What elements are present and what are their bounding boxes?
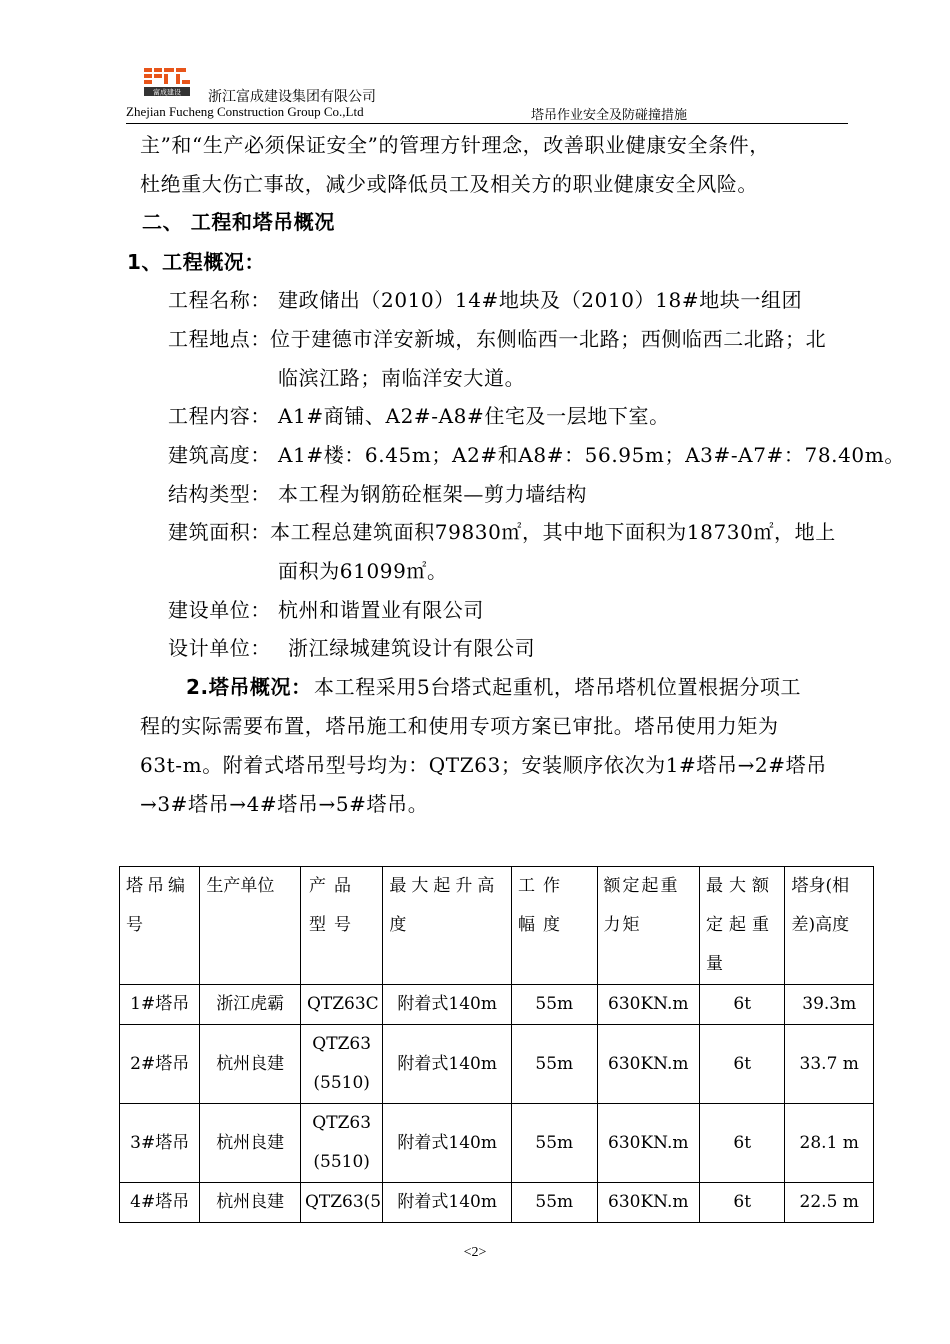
project-location-label: 工程地点：: [168, 327, 271, 351]
paragraph-line: 程的实际需要布置，塔吊施工和使用专项方案已审批。塔吊使用力矩为: [140, 714, 779, 738]
logo-text: 富成建设: [153, 88, 181, 97]
table-header-cell: 塔吊编号: [120, 867, 200, 985]
designer-label: 设计单位：: [168, 636, 271, 660]
crane-spec-table: [119, 866, 874, 1223]
table-cell: QTZ63(5510): [300, 1025, 382, 1104]
page-number: <2>: [463, 1245, 487, 1260]
crane-overview-label: 2.塔吊概况：: [186, 675, 312, 699]
paragraph-line: 63t-m。附着式塔吊型号均为：QTZ63；安装顺序依次为1#塔吊→2#塔吊: [140, 753, 827, 777]
document-title: 塔吊作业安全及防碰撞措施: [531, 108, 688, 123]
structure-type-label: 结构类型：: [168, 482, 271, 506]
paragraph-line: 本工程采用5台塔式起重机，塔吊塔机位置根据分项工: [314, 675, 802, 699]
table-cell: 3#塔吊: [120, 1104, 200, 1183]
floor-area-value-cont: 面积为61099㎡。: [278, 559, 448, 583]
page-header: [126, 62, 846, 124]
table-cell: 33.7 m: [785, 1025, 874, 1104]
project-location-value-cont: 临滨江路；南临洋安大道。: [278, 366, 526, 390]
table-header-cell: 工作幅度: [512, 867, 597, 985]
table-cell: 28.1 m: [785, 1104, 874, 1183]
table-cell: 630KN.m: [597, 1104, 700, 1183]
table-cell: 附着式140m: [383, 1104, 512, 1183]
owner-label: 建设单位：: [168, 598, 271, 622]
table-row: [120, 1025, 874, 1104]
table-row: [120, 985, 874, 1025]
header-divider: [126, 123, 848, 124]
table-cell: 杭州良建: [200, 1104, 301, 1183]
table-cell: 6t: [700, 1183, 785, 1223]
owner-value: 杭州和谐置业有限公司: [278, 598, 484, 622]
structure-type-value: 本工程为钢筋砼框架—剪力墙结构: [278, 482, 587, 506]
table-header-cell: 塔身(相差)高度: [785, 867, 874, 985]
building-height-label: 建筑高度：: [168, 443, 271, 467]
floor-area-value: 本工程总建筑面积79830㎡，其中地下面积为18730㎡，地上: [270, 520, 836, 544]
section-heading: 二、 工程和塔吊概况: [142, 210, 335, 234]
table-cell: 39.3m: [785, 985, 874, 1025]
table-cell: 附着式140m: [383, 985, 512, 1025]
building-height-value: A1#楼：6.45m；A2#和A8#：56.95m；A3#-A7#：78.40m。: [278, 443, 905, 467]
project-content-label: 工程内容：: [168, 404, 271, 428]
table-cell: QTZ63(5510): [300, 1104, 382, 1183]
table-cell: 630KN.m: [597, 985, 700, 1025]
table-cell: 附着式140m: [383, 1025, 512, 1104]
table-cell: 杭州良建: [200, 1025, 301, 1104]
table-cell: 630KN.m: [597, 1183, 700, 1223]
table-header-cell: 最大额定起重量: [700, 867, 785, 985]
table-header-row: [120, 867, 874, 985]
paragraph-line: 主”和“生产必须保证安全”的管理方针理念，改善职业健康安全条件，: [140, 133, 770, 157]
table-row: [120, 1104, 874, 1183]
table-cell: 6t: [700, 1104, 785, 1183]
table-cell: 4#塔吊: [120, 1183, 200, 1223]
table-row: [120, 1183, 874, 1223]
table-cell: 1#塔吊: [120, 985, 200, 1025]
project-name-label: 工程名称：: [168, 288, 271, 312]
table-cell: 630KN.m: [597, 1025, 700, 1104]
table-header-cell: 产品型号: [300, 867, 382, 985]
company-logo: [144, 68, 196, 98]
table-cell: 22.5 m: [785, 1183, 874, 1223]
table-cell: 杭州良建: [200, 1183, 301, 1223]
table-cell: QTZ63(5: [300, 1183, 382, 1223]
table-header-cell: 生产单位: [200, 867, 301, 985]
table-cell: 55m: [512, 1183, 597, 1223]
company-name-en: Zhejian Fucheng Construction Group Co.,Ltd: [126, 104, 364, 119]
designer-value: 浙江绿城建筑设计有限公司: [288, 636, 536, 660]
subsection-heading: 1、工程概况：: [127, 250, 266, 274]
table-header-cell: 最大起升高度: [383, 867, 512, 985]
project-name-value: 建政储出（2010）14#地块及（2010）18#地块一组团: [278, 288, 803, 312]
table-cell: 6t: [700, 1025, 785, 1104]
company-name-cn: 浙江富成建设集团有限公司: [208, 89, 376, 105]
table-cell: QTZ63C: [300, 985, 382, 1025]
project-content-value: A1#商铺、A2#-A8#住宅及一层地下室。: [278, 404, 670, 428]
table-cell: 浙江虎霸: [200, 985, 301, 1025]
floor-area-label: 建筑面积：: [168, 520, 271, 544]
paragraph-line: 杜绝重大伤亡事故，减少或降低员工及相关方的职业健康安全风险。: [140, 172, 758, 196]
table-cell: 6t: [700, 985, 785, 1025]
project-location-value: 位于建德市洋安新城，东侧临西一北路；西侧临西二北路；北: [270, 327, 827, 351]
table-cell: 2#塔吊: [120, 1025, 200, 1104]
table-cell: 55m: [512, 1025, 597, 1104]
table-header-cell: 额定起重力矩: [597, 867, 700, 985]
table-cell: 附着式140m: [383, 1183, 512, 1223]
table-cell: 55m: [512, 985, 597, 1025]
paragraph-line: →3#塔吊→4#塔吊→5#塔吊。: [140, 792, 429, 816]
table-cell: 55m: [512, 1104, 597, 1183]
